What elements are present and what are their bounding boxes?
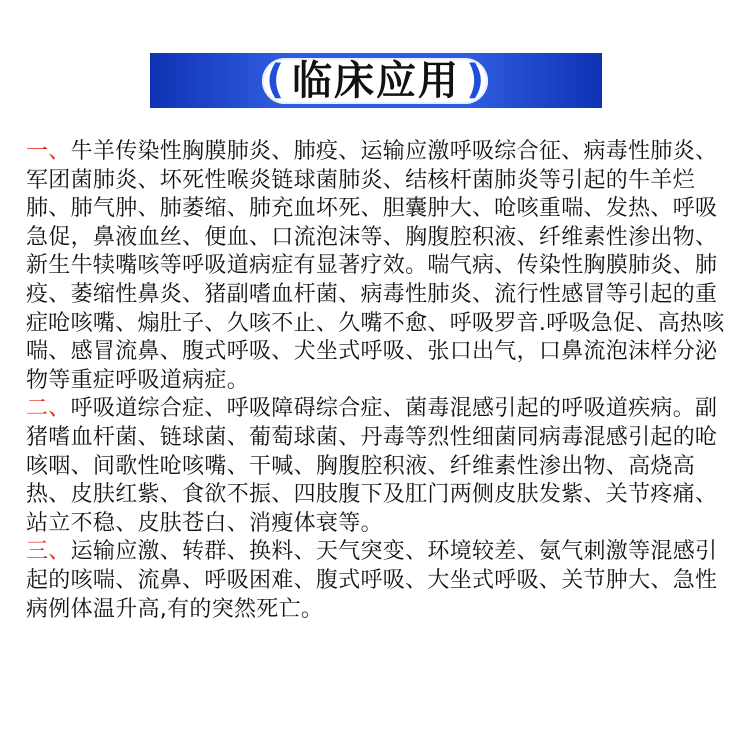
section-2-text: 呼吸道综合症、呼吸障碍综合症、菌毒混感引起的呼吸道疾病。副猪嗜血杆菌、链球菌、葡萄球菌、丹毒等烈性细菌同病毒混感引起的呛咳咽、间歌性呛咳嘴、干喊、胸腹腔积液、纤维素性渗出物、高烧高热、皮肤红紫、食欲不振、四肢腹下及肛门两侧皮肤发紫、关节疼痛、站立不稳、皮肤苍白、消瘦体衰等。 [26, 396, 718, 536]
section-1 [26, 138, 726, 395]
section-1-number: 一、 [26, 139, 71, 164]
section-3 [26, 538, 726, 624]
clinical-application-text [26, 138, 726, 624]
section-2 [26, 395, 726, 538]
title-paren-right: ) [466, 57, 485, 103]
page-title: 临床应用 [292, 58, 460, 104]
section-1-text: 牛羊传染性胸膜肺炎、肺疫、运输应激呼吸综合征、病毒性肺炎、军团菌肺炎、坏死性喉炎链球菌肺炎、结核杆菌肺炎等引起的牛羊烂肺、肺气肿、肺萎缩、肺充血坏死、胆囊肿大、呛咳重喘、发热、呼吸急促，鼻液血丝、便血、口流泡沫等、胸腹腔积液、纤维素性渗出物、新生牛犊嘴咳等呼吸道病症有显著疗效。喘气病、传染性胸膜肺炎、肺疫、萎缩性鼻炎、猪副嗜血杆菌、病毒性肺炎、流行性感冒等引起的重症呛咳嘴、煽肚子、久咳不止、久嘴不愈、呼吸罗音.呼吸急促、高热咳喘、感冒流鼻、腹式呼吸、犬坐式呼吸、张口出气，口鼻流泡沫样分泌物等重症呼吸道病症。 [26, 139, 725, 393]
section-3-number: 三、 [26, 539, 71, 565]
title-paren-left: ( [266, 57, 285, 103]
section-2-number: 二、 [26, 396, 71, 422]
section-3-text: 运输应激、转群、换料、天气突变、环境较差、氨气刺激等混感引起的咳喘、流鼻、呼吸困难、腹式呼吸、大坐式呼吸、关节肿大、急性病例体温升高,有的突然死亡。 [26, 539, 718, 622]
